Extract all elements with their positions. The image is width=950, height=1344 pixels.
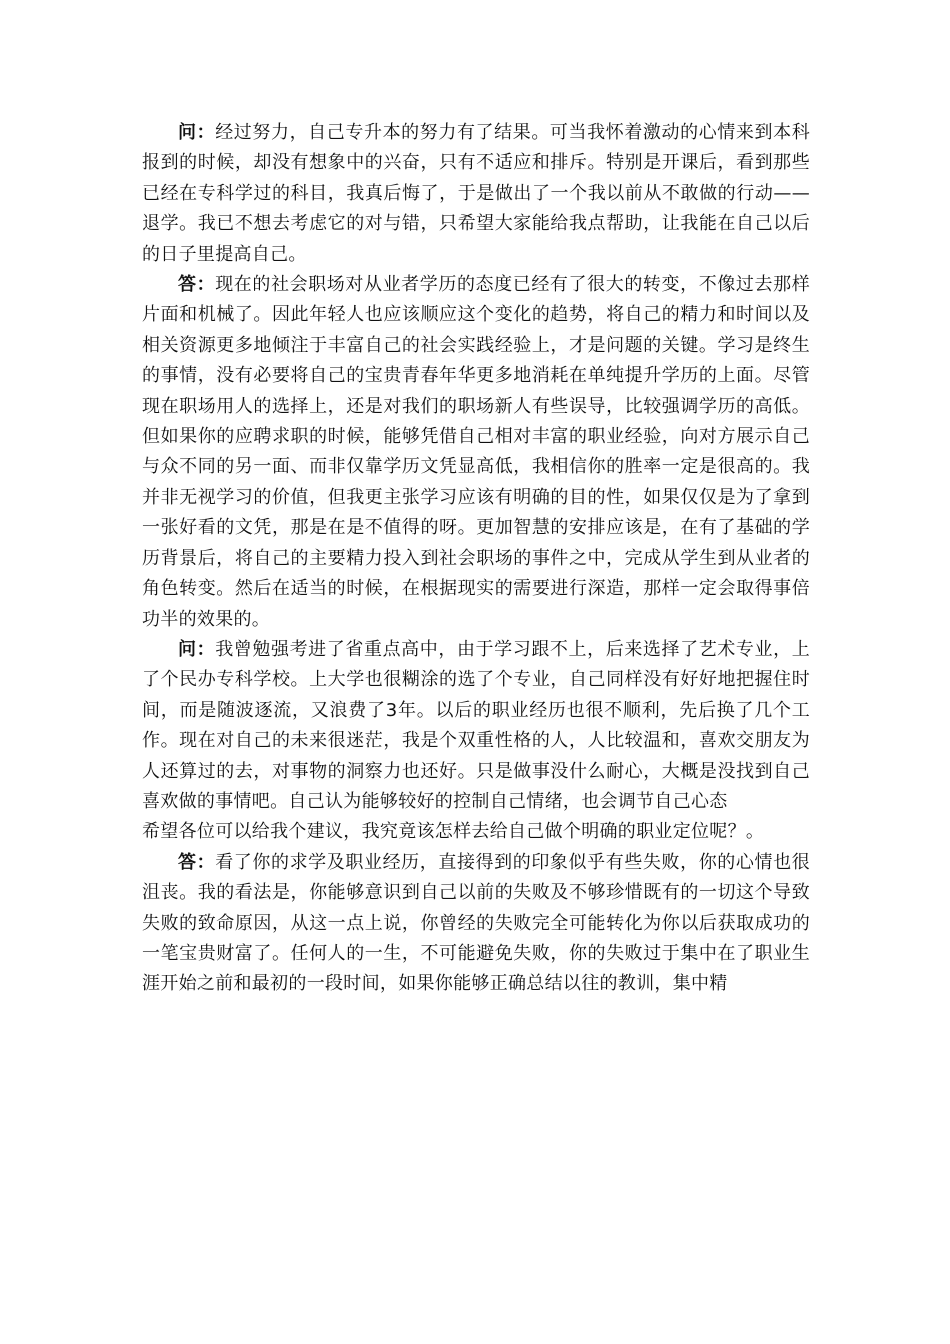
paragraph-answer-2	[142, 848, 810, 1000]
paragraph-text: 现在的社会职场对从业者学历的态度已经有了很大的转变，不像过去那样片面和机械了。因此年轻人也应该顺应这个变化的趋势，将自己的精力和时间以及相关资源更多地倾注于丰富自己的社会实践经验上，才是问题的关键。学习是终生的事情，没有必要将自己的宝贵青春年华更多地消耗在单纯提升学历的上面。尽管现在职场用人的选择上，还是对我们的职场新人有些误导，比较强调学历的高低。但如果你的应聘求职的时候，能够凭借自己相对丰富的职业经验，向对方展示自己与众不同的另一面、而非仅靠学历文凭显高低，我相信你的胜率一定是很高的。我并非无视学习的价值，但我更主张学习应该有明确的目的性，如果仅仅是为了拿到一张好看的文凭，那是在是不值得的呀。更加智慧的安排应该是，在有了基础的学历背景后，将自己的主要精力投入到社会职场的事件之中，完成从学生到从业者的角色转变。然后在适当的时候，在根据现实的需要进行深造，那样一定会取得事倍功半的效果的。	[142, 274, 810, 630]
paragraph-text: 看了你的求学及职业经历，直接得到的印象似乎有些失败，你的心情也很沮丧。我的看法是，你能够意识到自己以前的失败及不够珍惜既有的一切这个导致失败的致命原因，从这一点上说，你曾经的失败完全可能转化为你以后获取成功的一笔宝贵财富了。任何人的一生，不可能避免失败，你的失败过于集中在了职业生涯开始之前和最初的一段时间，如果你能够正确总结以往的教训，集中精	[142, 851, 810, 995]
paragraph-text: 希望各位可以给我个建议，我究竟该怎样去给自己做个明确的职业定位呢？。	[142, 821, 765, 843]
question-label: 问：	[178, 638, 216, 660]
document-body	[142, 118, 810, 1000]
question-label: 问：	[178, 122, 216, 143]
paragraph-text: 经过努力，自己专升本的努力有了结果。可当我怀着激动的心情来到本科报到的时候，却没有想象中的兴奋，只有不适应和排斥。特别是开课后，看到那些已经在专科学过的科目，我真后悔了，于是做出了一个我以前从不敢做的行动——退学。我已不想去考虑它的对与错，只希望大家能给我点帮助，让我能在自己以后的日子里提高自己。	[142, 122, 810, 265]
paragraph-question-1	[142, 118, 810, 270]
paragraph-answer-1	[142, 270, 810, 635]
answer-label: 答：	[178, 851, 216, 873]
answer-label: 答：	[178, 274, 216, 296]
paragraph-text: 我曾勉强考进了省重点高中，由于学习跟不上，后来选择了艺术专业，上了个民办专科学校。上大学也很糊涂的选了个专业，自己同样没有好好地把握住时间，而是随波逐流，又浪费了3年。以后的职业经历也很不顺利，先后换了几个工作。现在对自己的未来很迷茫，我是个双重性格的人，人比较温和，喜欢交朋友为人还算过的去，对事物的洞察力也还好。只是做事没什么耐心，大概是没找到自己喜欢做的事情吧。自己认为能够较好的控制自己情绪，也会调节自己心态	[142, 638, 810, 812]
paragraph-question-2	[142, 635, 810, 817]
paragraph-question-2-continued	[142, 817, 810, 847]
